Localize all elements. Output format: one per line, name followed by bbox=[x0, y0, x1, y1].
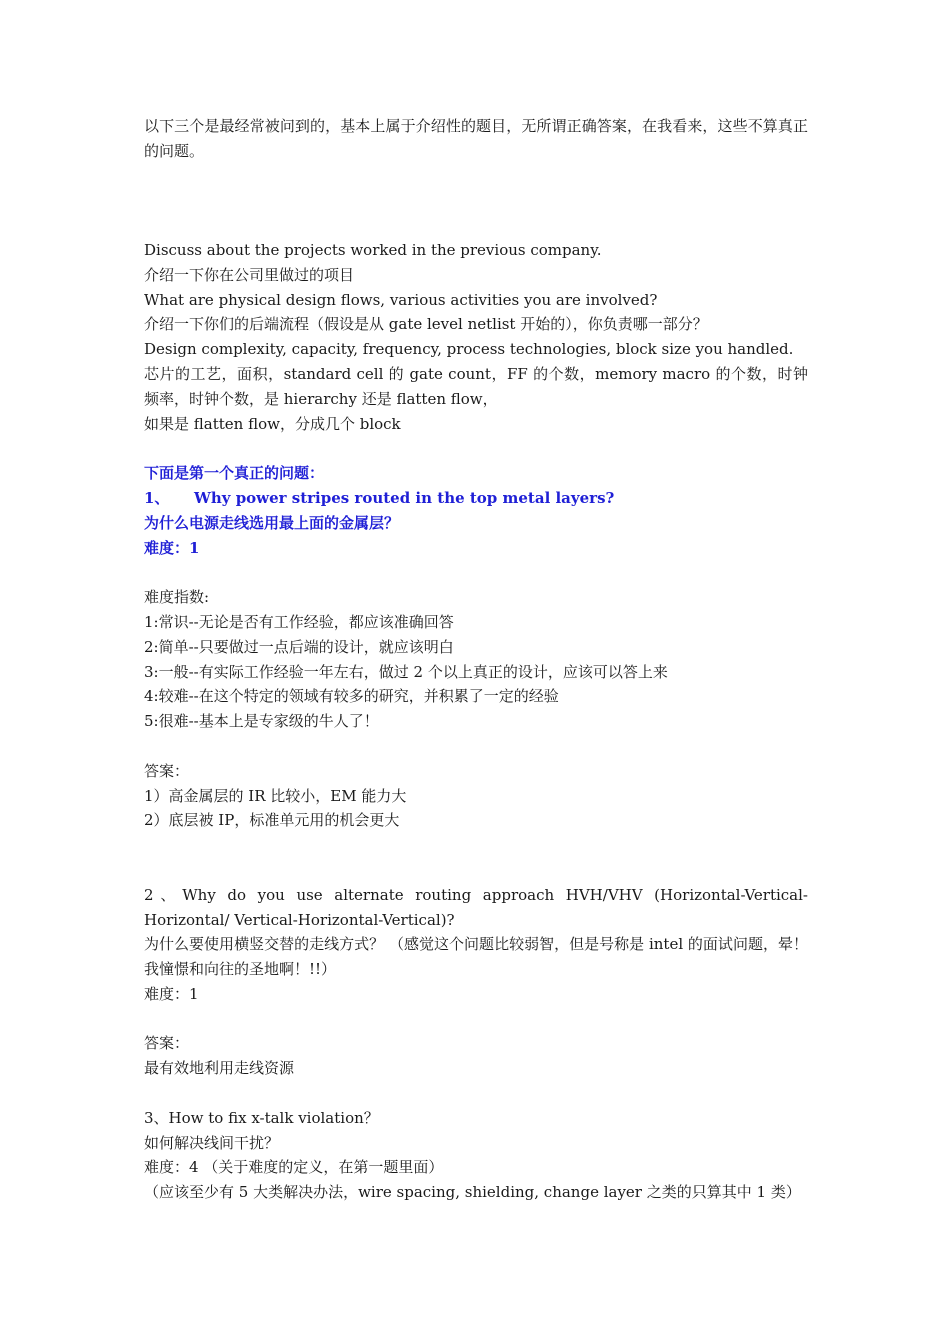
q3-difficulty: 难度：4 （关于难度的定义，在第一题里面） bbox=[144, 1158, 444, 1177]
basic-question-cn-2: 介绍一下你们的后端流程（假设是从 gate level netlist 开始的），你负责哪一部分？ bbox=[144, 315, 708, 334]
spacer bbox=[144, 1007, 808, 1032]
spacer bbox=[144, 213, 808, 238]
difficulty-level-1: 1:常识--无论是否有工作经验，都应该准确回答 bbox=[144, 612, 454, 631]
q1-difficulty: 难度：1 bbox=[144, 538, 200, 557]
intro-paragraph: 以下三个是最经常被问到的，基本上属于介绍性的题目，无所谓正确答案，在我看来，这些不算真正的问题。 bbox=[144, 117, 808, 160]
difficulty-level-5: 5:很难--基本上是专家级的牛人了！ bbox=[144, 712, 379, 731]
q1-answer-2: 2）底层被 IP，标准单元用的机会更大 bbox=[144, 811, 400, 830]
q1-heading: 下面是第一个真正的问题： bbox=[144, 464, 325, 483]
q1-answer-1: 1）高金属层的 IR 比较小，EM 能力大 bbox=[144, 786, 407, 805]
spacer bbox=[144, 560, 808, 585]
difficulty-index-title: 难度指数: bbox=[144, 588, 210, 607]
spacer bbox=[144, 734, 808, 759]
q2-difficulty: 难度：1 bbox=[144, 984, 199, 1003]
q3-title: 3、How to fix x-talk violation？ bbox=[144, 1108, 379, 1127]
spacer bbox=[144, 164, 808, 214]
q2-answer: 最有效地利用走线资源 bbox=[144, 1059, 295, 1078]
basic-question-cn-3: 芯片的工艺，面积，standard cell 的 gate count，FF 的个数，memory macro 的个数，时钟频率，时钟个数，是 hierarchy 还是 flatten flow， bbox=[144, 364, 808, 408]
basic-question-en-2: What are physical design flows, various activities you are involved? bbox=[144, 290, 658, 309]
q2-answer-label: 答案： bbox=[144, 1034, 190, 1053]
difficulty-level-2: 2:简单--只要做过一点后端的设计，就应该明白 bbox=[144, 637, 454, 656]
spacer bbox=[144, 1081, 808, 1106]
q3-cn: 如何解决线间干扰？ bbox=[144, 1133, 280, 1152]
spacer bbox=[144, 436, 808, 461]
difficulty-level-4: 4:较难--在这个特定的领域有较多的研究，并积累了一定的经验 bbox=[144, 687, 559, 706]
basic-question-en-3: Design complexity, capacity, frequency, process technologies, block size you handled. bbox=[144, 340, 794, 359]
q2-title: 2、Why do you use alternate routing approach HVH/VHV (Horizontal-Vertical-Horizontal/ Vertical-Horizontal-Vertical)? bbox=[144, 885, 808, 929]
q1-title-text: Why power stripes routed in the top metal layers? bbox=[194, 488, 615, 507]
q1-title-cn: 为什么电源走线选用最上面的金属层？ bbox=[144, 513, 400, 532]
q1-answer-label: 答案： bbox=[144, 761, 190, 780]
q1-title-en bbox=[144, 486, 808, 511]
q3-note: （应该至少有 5 大类解决办法，wire spacing, shielding, change layer 之类的只算其中 1 类） bbox=[144, 1183, 801, 1202]
q2-cn: 为什么要使用横竖交替的走线方式？ （感觉这个问题比较弱智，但是号称是 intel 的面试问题，晕！我憧憬和向往的圣地啊！!!） bbox=[144, 935, 808, 979]
basic-question-cn-3b: 如果是 flatten flow，分成几个 block bbox=[144, 414, 401, 433]
q1-number: 1、 bbox=[144, 488, 170, 507]
spacer bbox=[144, 833, 808, 883]
basic-question-en-1: Discuss about the projects worked in the previous company. bbox=[144, 240, 602, 259]
basic-question-cn-1: 介绍一下你在公司里做过的项目 bbox=[144, 265, 355, 284]
difficulty-level-3: 3:一般--有实际工作经验一年左右，做过 2 个以上真正的设计，应该可以答上来 bbox=[144, 662, 668, 681]
document-body bbox=[144, 114, 808, 1205]
